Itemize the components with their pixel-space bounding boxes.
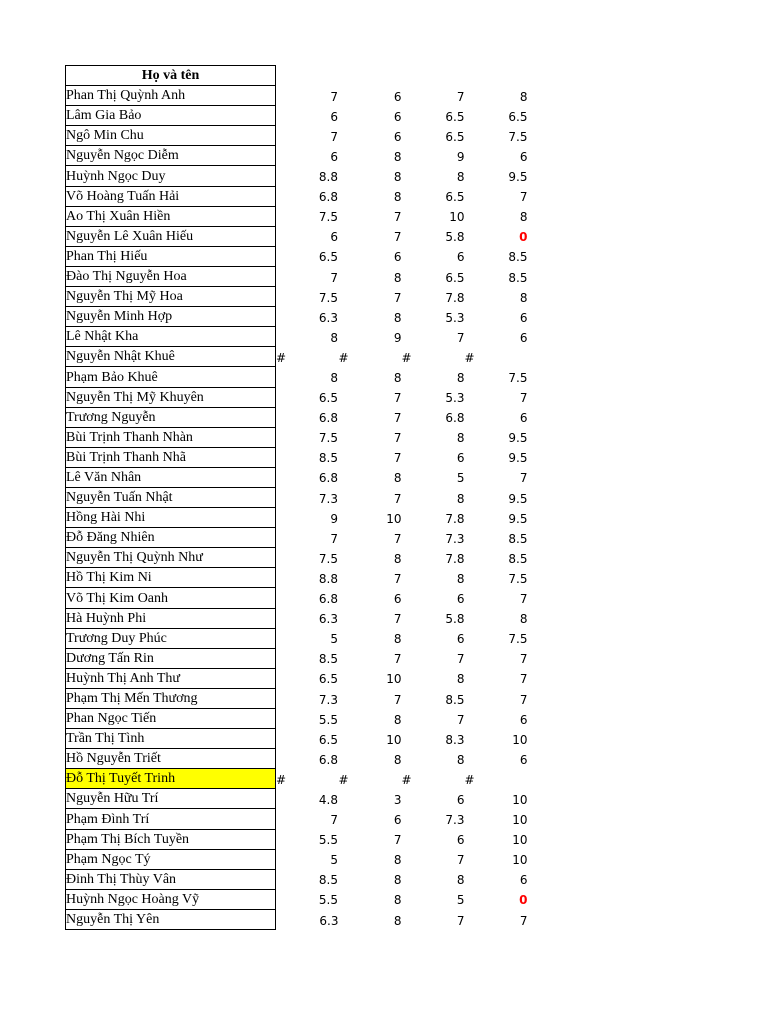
score-cell[interactable]: 8 <box>393 853 402 868</box>
student-name-cell[interactable]: Phạm Thị Bích Tuyền <box>66 829 276 849</box>
score-cell[interactable]: 7.8 <box>445 551 465 566</box>
score-cell[interactable]: 9.5 <box>508 511 528 526</box>
score-cell[interactable]: 5.3 <box>445 310 465 325</box>
student-name-cell[interactable]: Trần Thị Tình <box>66 729 276 749</box>
score-cell[interactable]: 5 <box>456 471 465 486</box>
score-cell[interactable]: 7 <box>519 391 528 406</box>
score-cell[interactable]: 9.5 <box>508 491 528 506</box>
student-name-cell[interactable]: Đỗ Đăng Nhiên <box>66 528 276 548</box>
score-cell[interactable]: 7.5 <box>318 290 338 305</box>
table-row <box>66 287 528 307</box>
student-name-cell[interactable]: Trương Nguyễn <box>66 407 276 427</box>
score-cell[interactable]: # <box>276 350 287 365</box>
score-cell[interactable]: 8 <box>393 310 402 325</box>
student-name-cell[interactable]: Bùi Trịnh Thanh Nhàn <box>66 427 276 447</box>
score-cell[interactable]: 6.3 <box>318 310 338 325</box>
score-cell[interactable]: 6.3 <box>319 913 339 928</box>
score-cell[interactable]: 6 <box>519 752 528 767</box>
score-cell[interactable]: 6 <box>456 632 465 647</box>
score-cell[interactable]: 6 <box>519 712 528 727</box>
student-name-cell[interactable]: Huỳnh Ngọc Hoàng Vỹ <box>66 889 276 909</box>
score-cell[interactable]: 6 <box>519 411 528 426</box>
score-cell[interactable]: 7 <box>456 89 465 104</box>
score-cell[interactable]: 7 <box>330 531 338 546</box>
student-name-cell[interactable]: Ao Thị Xuân Hiền <box>66 206 276 226</box>
score-cell[interactable]: 5.3 <box>445 391 465 406</box>
score-cell[interactable]: 10 <box>386 511 402 526</box>
table-row <box>66 588 528 608</box>
score-cell[interactable]: 7 <box>393 571 402 586</box>
score-cell[interactable]: 8 <box>330 330 338 345</box>
table-row <box>66 909 528 929</box>
student-name-cell[interactable]: Phan Ngọc Tiến <box>66 709 276 729</box>
score-cell[interactable]: 5.5 <box>318 712 338 727</box>
table-row <box>66 849 528 869</box>
score-cell[interactable]: 8 <box>456 752 465 767</box>
score-cell[interactable]: 9 <box>393 330 402 345</box>
score-cell[interactable]: 7 <box>519 652 528 667</box>
student-name-cell[interactable]: Huỳnh Thị Anh Thư <box>66 668 276 688</box>
student-name-cell[interactable]: Phạm Ngọc Tý <box>66 849 276 869</box>
score-cell[interactable]: 7 <box>393 491 402 506</box>
score-cell[interactable]: 7 <box>393 612 402 627</box>
score-cell[interactable]: 5.5 <box>318 893 338 908</box>
student-name-cell[interactable]: Nguyễn Thị Quỳnh Như <box>66 548 276 568</box>
score-cell[interactable]: 6.8 <box>445 411 465 426</box>
table-row <box>66 487 528 507</box>
score-cell[interactable]: 8 <box>330 371 338 385</box>
score-cell[interactable]: 6 <box>330 109 338 124</box>
score-cell[interactable]: 6.3 <box>318 612 338 627</box>
student-name-cell[interactable]: Phan Thị Hiếu <box>66 246 276 266</box>
student-name-cell[interactable]: Hồng Hài Nhi <box>66 508 276 528</box>
score-cell[interactable]: 10 <box>512 792 528 807</box>
score-cell[interactable]: 8 <box>393 551 402 566</box>
score-cell[interactable]: 6 <box>519 330 528 345</box>
header-empty-cell[interactable] <box>276 66 339 86</box>
score-cell[interactable]: 10 <box>512 732 528 747</box>
score-cell[interactable]: 6 <box>393 129 402 144</box>
table-row <box>66 327 528 347</box>
student-name-cell[interactable]: Đinh Thị Thùy Vân <box>66 869 276 889</box>
score-cell[interactable]: 0 <box>519 893 528 908</box>
score-cell[interactable]: 6 <box>456 792 465 807</box>
table-row <box>66 266 528 286</box>
score-cell[interactable]: 9.5 <box>508 170 528 185</box>
score-cell[interactable]: 9.5 <box>508 431 528 446</box>
header-row <box>66 66 528 86</box>
score-cell[interactable]: 8.5 <box>508 551 528 566</box>
score-cell[interactable]: 8.5 <box>508 531 528 546</box>
score-cell[interactable]: 6 <box>456 833 465 848</box>
table-row <box>66 347 528 367</box>
table-row <box>66 789 528 809</box>
score-cell[interactable]: 7 <box>456 652 465 667</box>
score-cell[interactable]: 7 <box>393 230 402 245</box>
score-cell[interactable]: 7 <box>519 471 528 486</box>
score-cell[interactable]: 6.5 <box>318 391 338 406</box>
score-cell[interactable]: 8 <box>456 170 465 185</box>
score-cell[interactable]: 7 <box>393 652 402 667</box>
score-cell[interactable]: 7 <box>456 712 465 727</box>
score-cell[interactable]: 9 <box>456 149 465 164</box>
score-cell[interactable]: 6.8 <box>318 411 338 426</box>
score-cell[interactable]: 7 <box>393 431 402 446</box>
score-cell[interactable]: 8 <box>393 149 402 164</box>
score-cell[interactable]: 8.5 <box>318 873 338 888</box>
score-cell[interactable]: 7.8 <box>445 290 465 305</box>
student-name-cell[interactable]: Nguyễn Lê Xuân Hiếu <box>66 226 276 246</box>
student-name-cell[interactable]: Ngô Min Chu <box>66 126 276 146</box>
header-name-cell[interactable]: Họ và tên <box>66 66 276 86</box>
header-empty-cell[interactable] <box>339 66 402 86</box>
score-cell[interactable]: 6 <box>330 149 338 164</box>
score-cell[interactable]: 7 <box>519 190 528 205</box>
header-empty-cell[interactable] <box>402 66 465 86</box>
score-cell[interactable]: 7 <box>330 89 338 104</box>
score-cell[interactable]: 8.8 <box>318 571 338 586</box>
score-cell[interactable]: 6 <box>456 250 465 265</box>
score-cell[interactable]: 7.5 <box>508 632 528 647</box>
student-name-cell[interactable]: Dương Tấn Rin <box>66 648 276 668</box>
score-cell[interactable]: 8 <box>393 170 402 185</box>
score-cell[interactable]: 6.5 <box>318 250 338 265</box>
table-row <box>66 367 528 387</box>
score-cell[interactable]: 5.8 <box>445 612 465 627</box>
score-cell[interactable]: 6.5 <box>445 270 465 285</box>
student-name-cell[interactable]: Nguyễn Minh Hợp <box>66 307 276 327</box>
score-cell[interactable]: 7.5 <box>508 571 528 586</box>
score-cell[interactable]: 9.5 <box>508 451 528 466</box>
score-cell[interactable]: 6.5 <box>445 129 465 144</box>
student-name-cell[interactable]: Hà Huỳnh Phi <box>66 608 276 628</box>
score-cell[interactable]: # <box>401 772 412 787</box>
student-name-cell[interactable]: Đỗ Thị Tuyết Trinh <box>66 769 276 789</box>
table-row <box>66 809 528 829</box>
student-name-cell[interactable]: Phan Thị Quỳnh Anh <box>66 86 276 106</box>
score-cell[interactable]: 8 <box>456 571 465 586</box>
score-cell[interactable]: 6 <box>456 451 465 466</box>
table-row <box>66 548 528 568</box>
score-cell[interactable]: 7 <box>393 391 402 406</box>
score-cell[interactable]: 7.3 <box>445 531 465 546</box>
score-cell[interactable]: # <box>464 772 475 787</box>
score-cell[interactable]: 10 <box>449 210 465 225</box>
score-cell[interactable]: 5 <box>330 853 338 868</box>
score-cell[interactable]: 7.5 <box>318 551 338 566</box>
student-name-cell[interactable]: Nguyễn Thị Yên <box>66 909 276 929</box>
score-cell[interactable]: 5 <box>330 632 338 647</box>
score-cell[interactable]: 7 <box>330 813 338 828</box>
score-cell[interactable]: 8 <box>393 371 402 385</box>
student-name-cell[interactable]: Nguyễn Tuấn Nhật <box>66 487 276 507</box>
student-name-cell[interactable]: Nguyễn Thị Mỹ Khuyên <box>66 387 276 407</box>
score-cell[interactable]: 7 <box>393 531 402 546</box>
score-cell[interactable]: 8 <box>393 873 402 888</box>
score-cell[interactable]: 6.5 <box>318 732 338 747</box>
table-row <box>66 829 528 849</box>
score-cell[interactable]: 7 <box>330 270 338 285</box>
score-cell[interactable]: 6 <box>393 250 402 265</box>
score-cell[interactable]: 9 <box>330 511 338 526</box>
score-cell[interactable]: 10 <box>386 732 402 747</box>
score-cell[interactable]: 7 <box>456 330 465 345</box>
score-cell[interactable]: 6.5 <box>445 109 465 124</box>
score-cell[interactable]: 8.5 <box>508 270 528 285</box>
score-cell[interactable]: 6 <box>393 813 402 828</box>
table-row <box>66 889 528 909</box>
table-row <box>66 146 528 166</box>
table-row <box>66 528 528 548</box>
score-cell[interactable]: 6.8 <box>318 471 338 486</box>
table-row <box>66 407 528 427</box>
score-cell[interactable]: 7 <box>393 692 402 707</box>
score-cell[interactable]: 6 <box>519 873 528 888</box>
score-cell[interactable]: 8 <box>519 89 528 104</box>
score-cell[interactable]: 4.8 <box>318 792 338 807</box>
table-row <box>66 769 528 789</box>
score-cell[interactable]: 10 <box>512 813 528 828</box>
score-cell[interactable]: 6.5 <box>445 190 465 205</box>
header-empty-cell[interactable] <box>465 66 528 86</box>
score-cell[interactable]: 5 <box>456 893 465 908</box>
student-name-cell[interactable]: Võ Thị Kim Oanh <box>66 588 276 608</box>
score-cell[interactable]: 7.3 <box>318 491 338 506</box>
score-cell[interactable]: 8.5 <box>318 652 338 667</box>
score-cell[interactable]: 6 <box>393 89 402 104</box>
score-cell[interactable]: 8.5 <box>508 250 528 265</box>
score-cell[interactable]: 8 <box>393 632 402 647</box>
table-row <box>66 126 528 146</box>
score-cell[interactable]: 8.5 <box>445 692 465 707</box>
score-cell[interactable]: 7.3 <box>318 692 338 707</box>
score-cell[interactable]: 6.8 <box>318 592 338 607</box>
score-cell[interactable]: 6 <box>393 109 402 124</box>
score-cell[interactable]: 7 <box>393 451 402 466</box>
student-name-cell[interactable]: Nguyễn Nhật Khuê <box>66 347 276 367</box>
student-name-cell[interactable]: Lê Văn Nhân <box>66 467 276 487</box>
table-row <box>66 307 528 327</box>
table-row <box>66 508 528 528</box>
table-row <box>66 749 528 769</box>
student-name-cell[interactable]: Phạm Thị Mến Thương <box>66 688 276 708</box>
score-cell[interactable]: 8 <box>456 873 465 888</box>
student-name-cell[interactable]: Huỳnh Ngọc Duy <box>66 166 276 186</box>
score-cell[interactable]: 8 <box>393 712 402 727</box>
student-name-cell[interactable]: Nguyễn Thị Mỹ Hoa <box>66 287 276 307</box>
student-name-cell[interactable]: Võ Hoàng Tuấn Hải <box>66 186 276 206</box>
score-cell[interactable]: 7 <box>519 672 528 687</box>
score-cell[interactable]: 6.5 <box>508 109 528 124</box>
grades-table <box>65 65 528 930</box>
table-row <box>66 106 528 126</box>
score-cell[interactable]: 6.8 <box>318 190 338 205</box>
score-cell[interactable]: 8 <box>393 270 402 285</box>
score-cell[interactable]: 7.5 <box>508 371 528 385</box>
score-cell[interactable]: 7.5 <box>318 210 338 225</box>
score-cell[interactable]: 8 <box>456 491 465 506</box>
student-name-cell[interactable]: Hồ Nguyễn Triết <box>66 749 276 769</box>
student-name-cell[interactable]: Phạm Bảo Khuê <box>66 367 276 387</box>
student-name-cell[interactable]: Lê Nhật Kha <box>66 327 276 347</box>
score-cell[interactable]: 7 <box>519 913 528 928</box>
score-cell[interactable]: 7 <box>519 692 528 707</box>
score-cell[interactable]: 8 <box>393 752 402 767</box>
score-cell[interactable]: 7.5 <box>508 129 528 144</box>
score-cell[interactable]: 6.5 <box>318 672 338 687</box>
score-cell[interactable]: 7 <box>393 290 402 305</box>
table-row <box>66 688 528 708</box>
score-cell[interactable]: 7 <box>456 913 465 928</box>
student-name-cell[interactable]: Phạm Đình Trí <box>66 809 276 829</box>
student-name-cell[interactable]: Hồ Thị Kim Ni <box>66 568 276 588</box>
score-cell[interactable]: 10 <box>386 672 402 687</box>
table-row <box>66 166 528 186</box>
score-cell[interactable]: 8.8 <box>318 170 338 185</box>
score-cell[interactable]: 6.8 <box>318 752 338 767</box>
table-row <box>66 186 528 206</box>
table-row <box>66 246 528 266</box>
score-cell[interactable]: 7.8 <box>445 511 465 526</box>
score-cell[interactable]: 8 <box>456 371 465 385</box>
table-row <box>66 648 528 668</box>
score-cell[interactable]: 8 <box>519 210 528 225</box>
score-cell[interactable]: 8.3 <box>445 732 465 747</box>
student-name-cell[interactable]: Đào Thị Nguyễn Hoa <box>66 266 276 286</box>
score-cell[interactable]: 7.3 <box>445 813 465 828</box>
score-cell[interactable]: 5.8 <box>445 230 465 245</box>
score-cell[interactable]: 10 <box>512 853 528 868</box>
score-cell[interactable]: 8 <box>393 893 402 908</box>
student-name-cell[interactable]: Trương Duy Phúc <box>66 628 276 648</box>
score-cell[interactable]: 8 <box>519 612 528 627</box>
table-row <box>66 608 528 628</box>
table-row <box>66 568 528 588</box>
score-cell[interactable]: 8 <box>393 471 402 486</box>
score-cell[interactable]: 6 <box>456 592 465 607</box>
score-cell[interactable]: # <box>276 772 287 787</box>
score-cell[interactable]: 6 <box>519 310 528 325</box>
score-cell[interactable]: 8.5 <box>318 451 338 466</box>
score-cell[interactable]: 0 <box>519 230 528 245</box>
score-cell[interactable]: 3 <box>393 792 402 807</box>
table-row <box>66 226 528 246</box>
score-cell[interactable]: 7 <box>393 833 402 848</box>
score-cell[interactable]: # <box>401 350 412 365</box>
student-name-cell[interactable]: Nguyễn Ngọc Diễm <box>66 146 276 166</box>
student-name-cell[interactable]: Lâm Gia Bảo <box>66 106 276 126</box>
table-row <box>66 206 528 226</box>
score-cell[interactable]: 7.5 <box>318 431 338 446</box>
score-cell[interactable]: 6 <box>519 149 528 164</box>
table-row <box>66 668 528 688</box>
score-cell[interactable]: 7 <box>456 853 465 868</box>
score-cell[interactable]: 8 <box>456 672 465 687</box>
score-cell[interactable]: 8 <box>519 290 528 305</box>
table-row <box>66 467 528 487</box>
score-cell[interactable]: 7 <box>519 592 528 607</box>
table-row <box>66 729 528 749</box>
table-row <box>66 447 528 467</box>
score-cell[interactable]: 10 <box>512 833 528 848</box>
table-row <box>66 869 528 889</box>
student-name-cell[interactable]: Bùi Trịnh Thanh Nhã <box>66 447 276 467</box>
score-cell[interactable]: 6 <box>330 230 338 245</box>
table-row <box>66 709 528 729</box>
score-cell[interactable]: 7 <box>393 411 402 426</box>
table-row <box>66 387 528 407</box>
score-cell[interactable]: 7 <box>393 210 402 225</box>
score-cell[interactable]: 5.5 <box>318 833 338 848</box>
table-row <box>66 86 528 106</box>
score-cell[interactable]: 8 <box>393 913 402 928</box>
score-cell[interactable]: # <box>338 350 349 365</box>
score-cell[interactable]: 7 <box>330 129 338 144</box>
table-body <box>66 86 528 930</box>
score-cell[interactable]: 6 <box>393 592 402 607</box>
score-cell[interactable]: # <box>338 772 349 787</box>
score-cell[interactable]: 8 <box>393 190 402 205</box>
score-cell[interactable]: # <box>464 350 475 365</box>
student-name-cell[interactable]: Nguyễn Hữu Trí <box>66 789 276 809</box>
table-row <box>66 427 528 447</box>
table-row <box>66 628 528 648</box>
score-cell[interactable]: 8 <box>456 431 465 446</box>
